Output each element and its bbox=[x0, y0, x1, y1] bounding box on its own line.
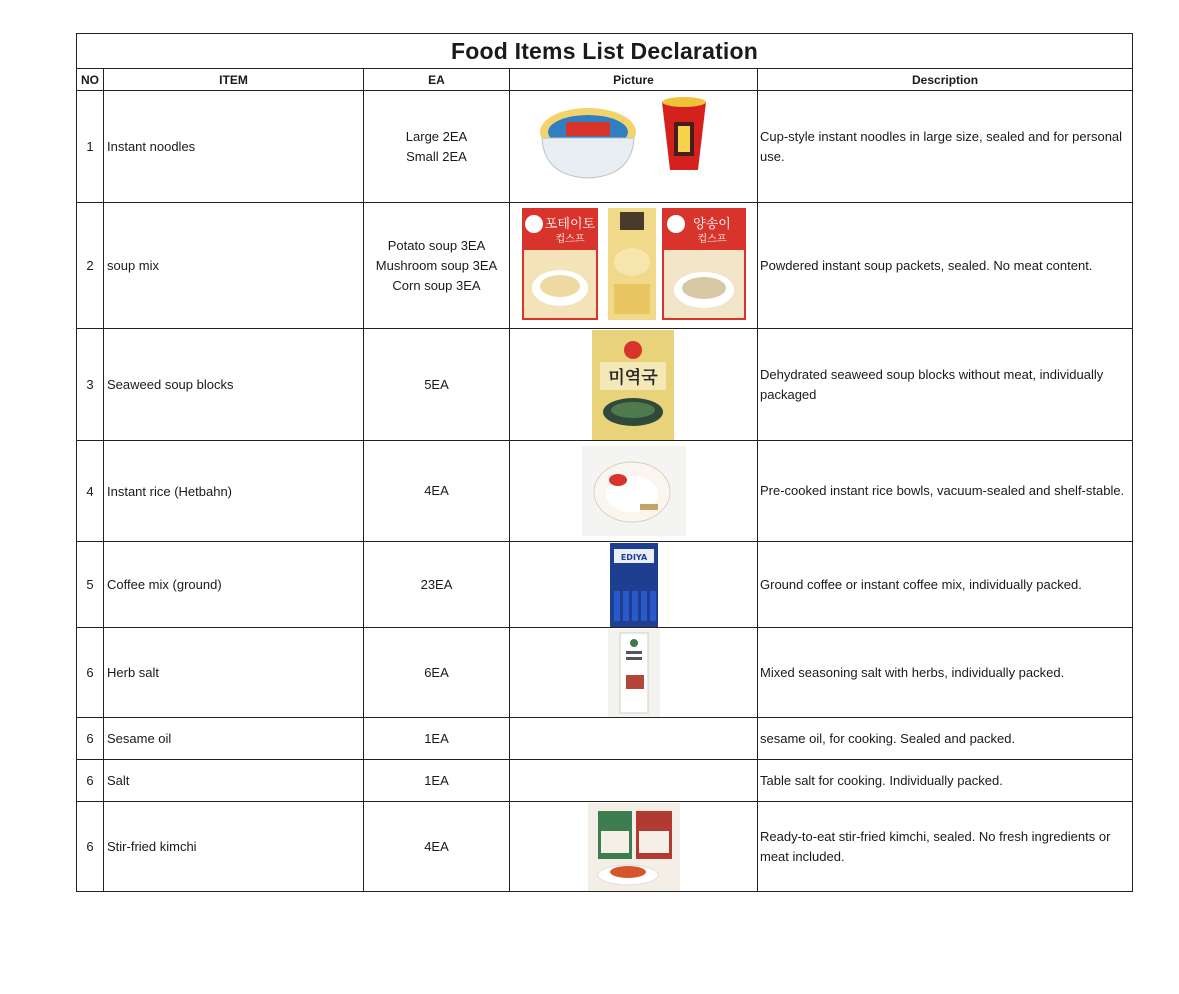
item-name: Sesame oil bbox=[104, 718, 364, 760]
potato-soup-label: 포테이토 bbox=[544, 216, 596, 232]
table-row bbox=[77, 760, 1133, 802]
table-row bbox=[77, 802, 1133, 892]
seaweed-soup-label: 미역국 bbox=[608, 367, 658, 388]
soup-packets-icon bbox=[510, 204, 758, 328]
quantity-cell bbox=[364, 441, 510, 542]
quantity-cell bbox=[364, 203, 510, 329]
row-number: 1 bbox=[77, 91, 104, 203]
picture-cell bbox=[510, 628, 758, 718]
item-name: Seaweed soup blocks bbox=[104, 329, 364, 441]
row-number: 6 bbox=[77, 802, 104, 892]
quantity-line: 4EA bbox=[424, 483, 449, 498]
herb-salt-stick-icon bbox=[510, 629, 758, 717]
quantity-line: 6EA bbox=[424, 664, 449, 680]
coffee-box-icon bbox=[510, 543, 758, 627]
row-number: 6 bbox=[77, 718, 104, 760]
coffee-brand-label: EDIYA bbox=[620, 552, 648, 562]
quantity-line: Small 2EA bbox=[406, 148, 467, 164]
column-header-picture: Picture bbox=[510, 69, 758, 91]
quantity-line: Potato soup 3EA bbox=[387, 237, 486, 253]
column-header-ea: EA bbox=[364, 69, 510, 91]
mushroom-soup-label: 양송이 bbox=[693, 216, 731, 232]
kimchi-pouches-icon bbox=[510, 803, 758, 891]
picture-cell bbox=[510, 718, 758, 760]
item-description: Table salt for cooking. Individually packed. bbox=[758, 760, 1133, 802]
row-number: 3 bbox=[77, 329, 104, 441]
quantity-cell bbox=[364, 760, 510, 802]
food-items-table bbox=[76, 33, 1133, 892]
picture-cell bbox=[510, 329, 758, 441]
item-description: sesame oil, for cooking. Sealed and packed. bbox=[758, 718, 1133, 760]
item-description: Ground coffee or instant coffee mix, individually packed. bbox=[758, 542, 1133, 628]
row-number: 4 bbox=[77, 441, 104, 542]
item-description: Mixed seasoning salt with herbs, individually packed. bbox=[758, 628, 1133, 718]
quantity-line: 23EA bbox=[420, 576, 453, 592]
document-title: Food Items List Declaration bbox=[77, 34, 1133, 69]
table-row bbox=[77, 329, 1133, 441]
row-number: 6 bbox=[77, 760, 104, 802]
picture-cell bbox=[510, 203, 758, 329]
item-description: Dehydrated seaweed soup blocks without meat, individually packaged bbox=[758, 329, 1133, 441]
cup-soup-label: 컵스프 bbox=[555, 233, 585, 245]
quantity-cell bbox=[364, 542, 510, 628]
table-row bbox=[77, 91, 1133, 203]
item-name: Stir-fried kimchi bbox=[104, 802, 364, 892]
item-name: Salt bbox=[104, 760, 364, 802]
row-number: 2 bbox=[77, 203, 104, 329]
row-number: 6 bbox=[77, 628, 104, 718]
table-row bbox=[77, 203, 1133, 329]
table-row bbox=[77, 542, 1133, 628]
quantity-line: Corn soup 3EA bbox=[392, 277, 481, 293]
table-row bbox=[77, 628, 1133, 718]
picture-cell bbox=[510, 91, 758, 203]
quantity-line: 1EA bbox=[424, 772, 449, 788]
item-name: Herb salt bbox=[104, 628, 364, 718]
item-description: Ready-to-eat stir-fried kimchi, sealed. No fresh ingredients or meat included. bbox=[758, 802, 1133, 892]
table-row bbox=[77, 718, 1133, 760]
quantity-line: 1EA bbox=[424, 730, 449, 746]
food-declaration-sheet bbox=[76, 33, 1132, 892]
seaweed-soup-package-icon bbox=[510, 330, 758, 440]
picture-cell bbox=[510, 542, 758, 628]
quantity-line: Large 2EA bbox=[405, 128, 468, 144]
quantity-cell bbox=[364, 91, 510, 203]
column-header-item: ITEM bbox=[104, 69, 364, 91]
item-name: soup mix bbox=[104, 203, 364, 329]
item-description: Pre-cooked instant rice bowls, vacuum-sealed and shelf-stable. bbox=[758, 441, 1133, 542]
item-description: Cup-style instant noodles in large size, sealed and for personal use. bbox=[758, 91, 1133, 203]
quantity-cell bbox=[364, 628, 510, 718]
item-description: Powdered instant soup packets, sealed. No meat content. bbox=[758, 203, 1133, 329]
item-name: Instant noodles bbox=[104, 91, 364, 203]
column-header-no: NO bbox=[77, 69, 104, 91]
table-row bbox=[77, 441, 1133, 542]
picture-cell bbox=[510, 441, 758, 542]
item-name: Instant rice (Hetbahn) bbox=[104, 441, 364, 542]
quantity-cell bbox=[364, 718, 510, 760]
item-name: Coffee mix (ground) bbox=[104, 542, 364, 628]
quantity-cell bbox=[364, 329, 510, 441]
row-number: 5 bbox=[77, 542, 104, 628]
quantity-line: 5EA bbox=[424, 376, 449, 392]
quantity-line: 4EA bbox=[424, 838, 449, 854]
quantity-line: Mushroom soup 3EA bbox=[375, 257, 498, 273]
picture-cell bbox=[510, 760, 758, 802]
rice-bowl-icon bbox=[510, 442, 758, 541]
cup-soup-label: 컵스프 bbox=[697, 233, 727, 245]
picture-cell bbox=[510, 802, 758, 892]
table-header-row bbox=[77, 69, 1133, 91]
quantity-cell bbox=[364, 802, 510, 892]
noodle-cups-icon bbox=[510, 92, 758, 202]
column-header-description: Description bbox=[758, 69, 1133, 91]
